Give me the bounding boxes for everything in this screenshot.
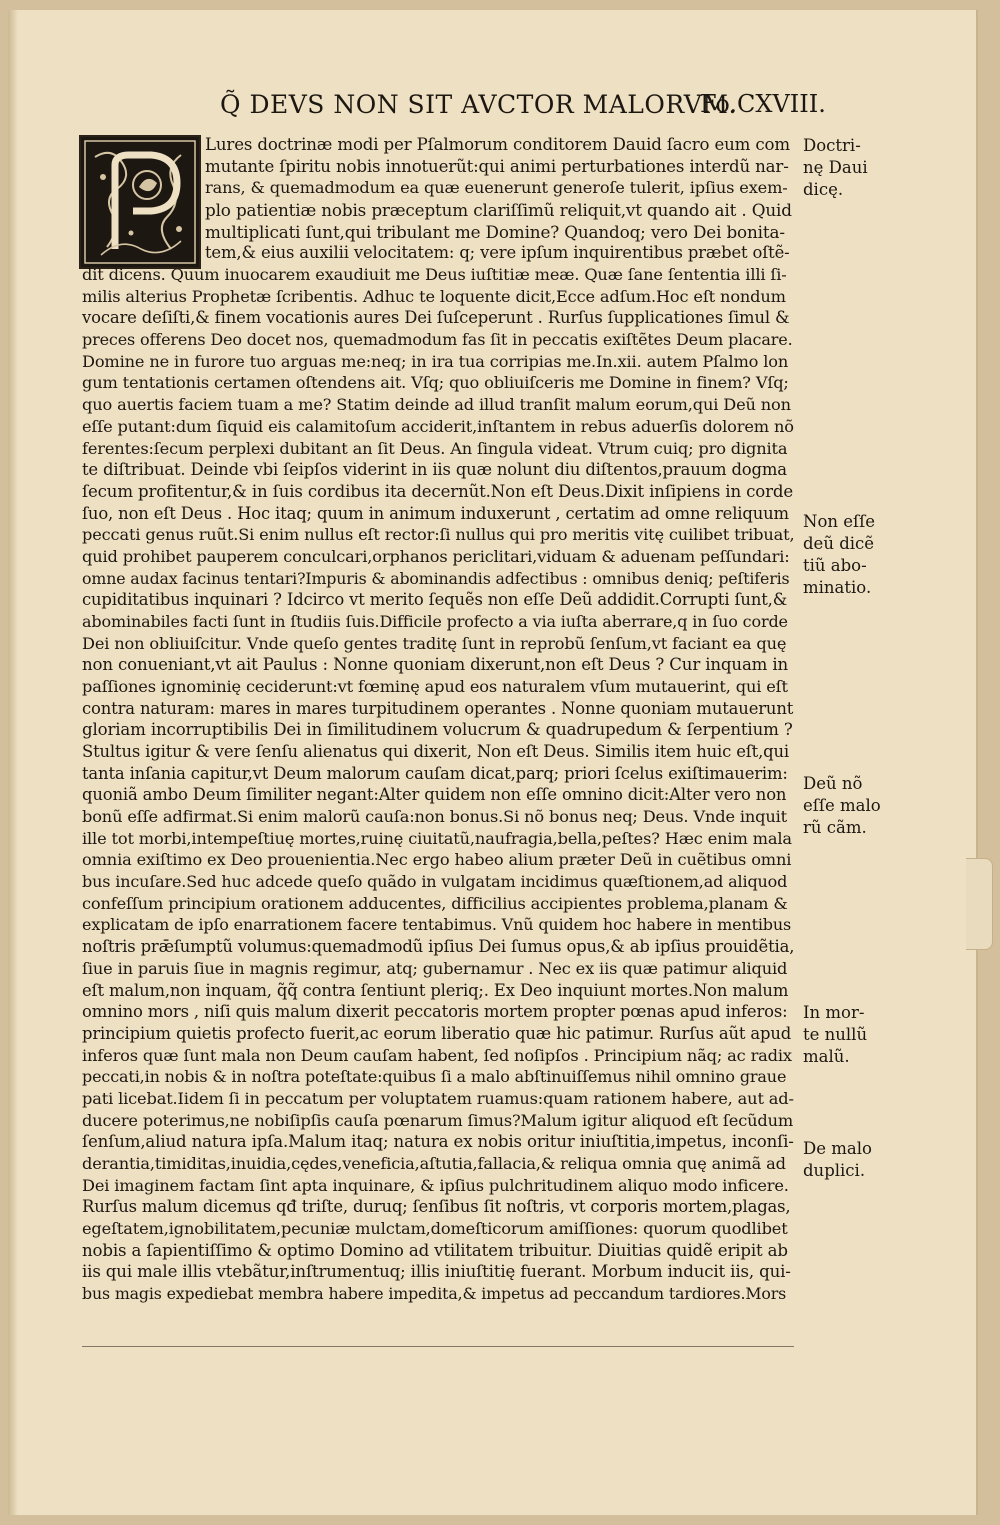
page-tab-edge — [966, 858, 993, 950]
margin-note: Doctri- nę Daui dicę. — [803, 136, 868, 199]
text-line: pati licebat.Iidem ſi in peccatum per voluptatem ruamus:quam rationem habere, aut ad- — [82, 1088, 794, 1108]
text-line: tanta inſania capitur,vt Deum malorum cauſam dicat,parq; priori ſcelus exiſtimauerim: — [82, 763, 788, 783]
bottom-rule — [82, 1346, 794, 1347]
text-line: ferentes:ſecum perplexi dubitant an ſit Deus. An ſingula videat. Vtrum cuiq; pro dignita — [82, 438, 788, 458]
margin-note: De malo duplici. — [803, 1139, 872, 1180]
text-line: paſſiones ignominię ceciderunt:vt fœminę apud eos naturalem vſum mutauerint, qui eſt — [82, 677, 788, 696]
text-line: quid prohibet pauperem conculcari,orphanos periclitari,viduam & aduenam peſſundari: — [82, 546, 790, 566]
text-line: ſuo, non eſt Deus . Hoc itaq; quum in animum induxerunt , certatim ad omne reliquum — [82, 503, 789, 523]
text-line: peccati genus ruũt.Si enim nullus eſt rector:ſi nullus qui pro meritis vitę cuilibet tribuat, — [82, 525, 795, 545]
text-line: bus magis expediebat membra habere impedita,& impetus ad peccandum tardiores.Mors — [82, 1284, 787, 1304]
text-line: ſiue in paruis ſiue in magnis regimur, atq; gubernamur . Nec ex iis quæ patimur aliquid — [82, 958, 788, 978]
text-line: nobis a ſapientiſſimo & optimo Domino ad vtilitatem tribuitur. Diuitias quidẽ eripit ab — [82, 1240, 788, 1260]
text-line: explicatam de ipſo enarrationem facere tentabimus. Vnũ quidem hoc habere in mentibus — [82, 915, 792, 935]
text-line: mutante ſpiritu nobis innotuerũt:qui animi perturbationes interdũ nar- — [205, 156, 789, 176]
text-line: iis qui male illis vtebãtur,inſtrumentuq; illis iniuſtitię fuerant. Morbum inducit iis, qui- — [82, 1262, 791, 1282]
text-line: omne audax facinus tentari?Impuris & abominandis adfectibus : omnibus deniq; peſtiferis — [82, 568, 790, 588]
text-line: inferos quæ ſunt mala non Deum cauſam habent, ſed noſipſos . Principium nãq; ac radix — [82, 1045, 792, 1065]
text-line: eſſe putant:dum ſiquid eis calamitoſum acciderit,inſtantem in rebus aduerſis dolorem nõ — [82, 416, 794, 436]
text-line: ille tot morbi,intempeſtiuę mortes,ruinę ciuitatũ,naufragia,bella,peſtes? Hæc enim mala — [82, 828, 792, 848]
running-head: Q̃ DEVS NON SIT AVCTOR MALORVM. — [220, 90, 737, 119]
text-line: non conueniant,vt ait Paulus : Nonne quoniam dixerunt,non eſt Deus ? Cur inquam in — [82, 655, 789, 675]
text-line: abominabiles facti ſunt in ſtudiis ſuis.Difficile profecto a via iuſta aberrare,q in ſuo corde — [82, 611, 788, 631]
text-line: dit dicens. Quum inuocarem exaudiuit me Deus iuſtitiæ meæ. Quæ ſane ſententia illi ſi- — [82, 265, 787, 285]
text-line: omnino mors , niſi quis malum dixerit peccatoris mortem propter pœnas apud inferos: — [82, 1002, 788, 1022]
text-line: cupiditatibus inquinari ? Idcirco vt merito ſequẽs non eſſe Deũ addidit.Corrupti ſunt,& — [82, 590, 788, 610]
text-line: eſt malum,non inquam, q̃q̃ contra ſentiunt pleriq;. Ex Deo inquiunt mortes.Non malum — [82, 980, 789, 1000]
text-line: principium quietis profecto fuerit,ac eorum liberatio quæ hic patimur. Rurſus aũt apud — [82, 1023, 792, 1043]
text-line: tem,& eius auxilii velocitatem: q; vere ipſum inquirentibus præbet oſtẽ- — [205, 243, 790, 263]
decorated-initial-icon — [79, 135, 201, 269]
text-line: gloriam incorruptibilis Dei in ſimilitudinem volucrum & quadrupedum & ſerpentium ? — [82, 720, 793, 740]
text-line: bus incuſare.Sed huc adcede queſo quãdo in vulgatam incidimus quæſtionem,ad aliquod — [82, 872, 788, 892]
page-gutter — [8, 10, 18, 1515]
text-line: omnia exiſtimo ex Deo prouenientia.Nec ergo habeo alium præter Deũ in cuẽtibus omni — [82, 850, 792, 870]
text-line: milis alterius Prophetæ ſcribentis. Adhuc te loquente dicit,Ecce adſum.Hoc eſt nondum — [82, 286, 786, 306]
text-line: Dei non obliuiſcitur. Vnde queſo gentes traditę ſunt in reprobũ ſenſum,vt faciant ea quę — [82, 633, 787, 653]
margin-note: Deũ nõ eſſe malo rũ cãm. — [803, 774, 881, 837]
text-line: ducere poterimus,ne nobiſipſis cauſa pœnarum ſimus?Malum igitur aliquod eſt ſecũdum — [82, 1110, 794, 1130]
text-line: ſenſum,aliud natura ipſa.Malum itaq; natura ex nobis oritur iniuſtitia,impetus, inconſi- — [82, 1132, 794, 1152]
text-line: contra naturam: mares in mares turpitudinem operantes . Nonne quoniam mutauerunt — [82, 698, 794, 718]
text-line: Rurſus malum dicemus qđ triſte, duruq; ſenſibus ſit noſtris, vt corporis mortem,plagas, — [82, 1197, 791, 1217]
text-line: multiplicati ſunt,qui tribulant me Domine? Quandoq; vero Dei bonita- — [205, 221, 785, 242]
page-header — [0, 88, 1000, 128]
folio-number: Fo.CXVIII. — [700, 90, 826, 118]
text-line: peccati,in nobis & in noſtra poteſtate:quibus ſi a malo abſtinuiſſemus nihil omnino graue — [82, 1067, 787, 1087]
text-line: noſtris prǣſumptũ volumus:quemadmodũ ipſius Dei ſumus opus,& ab ipſius prouidẽtia, — [82, 937, 795, 957]
text-line: rans, & quemadmodum ea quæ euenerunt generoſe tulerit, ipſius exem- — [205, 178, 788, 198]
text-line: plo patientiæ nobis præceptum clariſſimũ reliquit,vt quando ait . Quid — [205, 200, 792, 221]
text-line: gum tentationis certamen oſtendens ait. Vſq; quo obliuiſceris me Domine in finem? Vſq; — [82, 373, 789, 393]
text-line: ſecum profitentur,& in ſuis cordibus ita decernũt.Non eſt Deus.Dixit inſipiens in corde — [82, 481, 794, 501]
text-line: vocare deſiſti,& finem vocationis aures Dei ſuſceperunt . Rurſus ſupplicationes ſimul & — [82, 308, 790, 328]
text-line: Domine ne in furore tuo arguas me:neq; in ira tua corripias me.In.xii. autem Pſalmo lon — [82, 351, 789, 371]
text-line: preces offerens Deo docet nos, quemadmodum fas ſit in peccatis exiſtẽtes Deum placare. — [82, 330, 793, 350]
margin-note: In mor- te nullũ malũ. — [803, 1003, 868, 1066]
text-line: quoniã ambo Deum ſimiliter negant:Alter quidem non eſſe omnino dicit:Alter vero non — [82, 785, 787, 805]
text-line: bonũ eſſe adfirmat.Si enim malorũ cauſa:non bonus.Si nõ bonus neq; Deus. Vnde inquit — [82, 807, 788, 827]
text-line: Lures doctrinæ modi per Pſalmorum conditorem Dauid ſacro eum com — [205, 135, 790, 154]
text-line: Dei imaginem factam ſint apta inquinare, & ipſius pulchritudinem aliquo modo inficere. — [82, 1175, 789, 1195]
initial-p-icon — [81, 137, 199, 267]
text-line: confeſſum principium orationem adducentes, difficilius accipientes problema,planam & — [82, 893, 788, 913]
text-line: quo auertis faciem tuam a me? Statim deinde ad illud tranſit malum eorum,qui Deũ non — [82, 395, 791, 415]
text-line: derantia,timiditas,inuidia,cędes,veneficia,aſtutia,fallacia,& reliqua omnia quę animã ad — [82, 1153, 786, 1173]
margin-note: Non eſſe deũ dicẽ tiũ abo- minatio. — [803, 512, 875, 597]
text-line: te diſtribuat. Deinde vbi ſeipſos viderint in iis quæ nolunt diu diſtentos,prauum dogma — [82, 460, 787, 480]
text-line: egeſtatem,ignobilitatem,pecuniæ mulctam,domeſticorum amiſſiones: quorum quodlibet — [82, 1219, 788, 1238]
text-line: Stultus igitur & vere ſenſu alienatus qui dixerit, Non eſt Deus. Similis item huic eſt,qui — [82, 742, 790, 762]
